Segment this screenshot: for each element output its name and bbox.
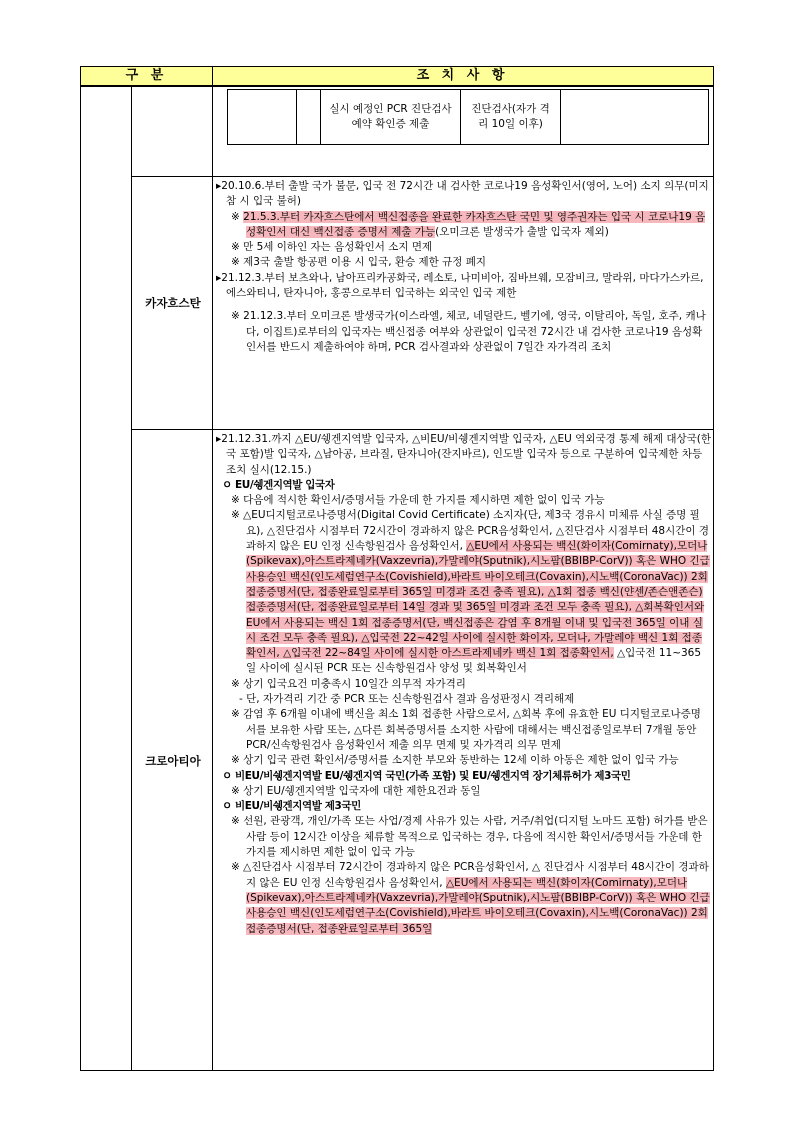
cro-highlight-2: △EU에서 사용되는 백신(화이자(Comirnaty),모더나(Spikevax),아스트라제네카(Vaxzevria),가말레야(Sputnik),시노팜(BBIBP-CorV)) 혹은 WHO 긴급 사용승인 백신(인도세럼연구소(Covishield),바라트 바이오테크(Covaxin),시노백(CoronaVac)) 2회 접종증명서(단, 접종완료일로부터 365일 <box>246 876 710 935</box>
kaz-para-3: ※ 만 5세 이하인 자는 음성확인서 소지 면제 <box>231 241 433 254</box>
kazakhstan-measures <box>216 179 711 355</box>
cro-para-5: - 단, 자가격리 기간 중 PCR 또는 신속항원검사 결과 음성판정시 격리해제 <box>239 693 575 706</box>
kaz-para-4: ※ 제3국 출발 항공편 이용 시 입국, 환승 제한 규정 폐지 <box>231 256 487 269</box>
inner-cell-empty-3 <box>561 90 708 144</box>
cro-para-10: ※ △진단검사 시점부터 72시간이 경과하지 않은 PCR음성확인서, △ 진단검사 시점부터 48시간이 경과하지 않은 EU 인정 신속항원검사 음성확인서, △EU에서 사용되는 백신(화이자(Comirnaty),모더나(Spikevax),아스트라제네카(Vaxzevria),가말레야(Sputnik),시노팜(BBIBP-CorV)) 혹은 WHO 긴급 사용승인 백신(인도세럼연구소(Covishield),바라트 바이오테크(Covaxin),시노백(CoronaVac)) 2회 접종증명서(단, 접종완료일로부터 365일 <box>231 861 710 935</box>
inner-cell-booking: 실시 예정인 PCR 진단검사 예약 확인증 제출 <box>321 90 461 144</box>
kaz-highlight: 21.5.3.부터 카자흐스탄에서 백신접종을 완료한 카자흐스탄 국민 및 영주권자는 입국 시 코로나19 음성확인서 대신 백신접종 증명서 제출 가능 <box>243 210 706 238</box>
country-kazakhstan: 카자흐스탄 <box>145 296 201 310</box>
inner-cell-empty-2 <box>297 90 321 144</box>
croatia-measures <box>216 432 711 937</box>
cro-para-8: ※ 상기 EU/쉥겐지역발 입국자에 대한 제한요건과 동일 <box>231 784 481 797</box>
cro-section-eu: ㅇ EU/쉥겐지역발 입국자 <box>222 478 335 491</box>
cro-para-4: ※ 상기 입국요건 미충족시 10일간 의무적 자가격리 <box>231 677 466 690</box>
column-divider-main <box>212 67 213 1070</box>
cro-section-noneu-citizens: ㅇ 비EU/비쉥겐지역발 EU/쉥겐지역 국민(가족 포함) 및 EU/쉥겐지역 장기체류허가 제3국민 <box>222 769 631 782</box>
cro-para-6: ※ 감염 후 6개월 이내에 백신을 최소 1회 접종한 사람으로서, △회복 후에 유효한 EU 디지털코로나증명서를 보유한 사람 또는, △다른 회복증명서를 소지한 사람에 대해서는 백신접종일로부터 7개월 동안 PCR/신속항원검사 음성확인서 제출 의무 면제 및 자가격리 의무 면제 <box>231 708 701 751</box>
inner-cell-test: 진단검사(자가 격리 10일 이후) <box>461 90 561 144</box>
inner-cell-empty-1 <box>228 90 297 144</box>
cro-para-1: ▸21.12.31.까지 △EU/쉥겐지역발 입국자, △비EU/비쉥겐지역발 입국자, △EU 역외국경 통제 해제 대상국(한국 포함)발 입국자, △남아공, 브라질, 탄자니아(잔지바르), 인도발 입국자 등으로 구분하여 입국제한 차등 조치 실시(12.15.) <box>216 433 712 476</box>
continued-row <box>216 87 711 177</box>
row-divider-1 <box>131 176 713 177</box>
country-croatia: 크로아티아 <box>145 754 201 768</box>
document-table <box>80 66 714 1071</box>
header-measures: 조 치 사 항 <box>212 67 713 87</box>
cro-para-7: ※ 상기 입국 관련 확인서/증명서를 소지한 부모와 동반하는 12세 이하 아동은 제한 없이 입국 가능 <box>231 754 679 767</box>
kaz-para-6: ※ 21.12.3.부터 오미크론 발생국가(이스라엘, 체코, 네덜란드, 벨기에, 영국, 이탈리아, 독일, 호주, 캐나다, 이집트)로부터의 입국자는 백신접종 여부와 상관없이 입국전 72시간 내 검사한 코로나19 음성확인서를 반드시 제출하여야 하며, PCR 검사결과와 상관없이 7일간 자가격리 조치 <box>231 310 706 353</box>
kaz-para-5: ▸21.12.3.부터 보츠와나, 남아프리카공화국, 레소토, 나미비아, 짐바브웨, 모잠비크, 말라위, 마다가스카르, 에스와티니, 탄자니아, 홍콩으로부터 입국하는 외국인 입국 제한 <box>216 271 704 300</box>
kaz-para-2: ※ 21.5.3.부터 카자흐스탄에서 백신접종을 완료한 카자흐스탄 국민 및 영주권자는 입국 시 코로나19 음성확인서 대신 백신접종 증명서 제출 가능(오미크론 발생국가 출발 입국자 제외) <box>231 210 706 238</box>
cro-para-9: ※ 선원, 관광객, 개인/가족 또는 사업/경제 사유가 있는 사람, 거주/취업(디지털 노마드 포함) 허가를 받은 사람 등이 12시간 이상을 체류할 목적으로 입국하는 경우, 다음에 적시한 확인서/증명서들 가운데 한 가지를 제시하면 제한 없이 입국 가능 <box>231 815 708 859</box>
header-category: 구 분 <box>81 67 212 87</box>
column-divider-sub <box>131 87 132 1070</box>
cro-para-3: ※ △EU디지털코로나증명서(Digital Covid Certificate) 소지자(단, 제3국 경유시 미체류 사실 증명 필요), △진단검사 시점부터 72시간이 경과하지 않은 PCR음성확인서, △진단검사 시점부터 48시간이 경과하지 않은 EU 인정 신속항원검사 음성확인서, △EU에서 사용되는 백신(화이자(Comirnaty),모더나(Spikevax),아스트라제네카(Vaxzevria),가말레야(Sputnik),시노팜(BBIBP-CorV)) 혹은 WHO 긴급 사용승인 백신(인도세럼연구소(Covishield),바라트 바이오테크(Covaxin),시노백(CoronaVac)) 2회 접종증명서(단, 접종완료일로부터 365일 미경과 조건 충족 필요), △1회 접종 백신(얀센/존슨앤존슨) 접종증명서(단, 접종완료일로부터 14일 경과 및 365일 미경과 조건 모두 충족 필요), △회복확인서와 EU에서 사용되는 백신 1회 접종증명서(단, 백신접종은 감염 후 8개월 이내 및 입국전 365일 이내 실시 조건 모두 충족 필요), △입국전 22~42일 사이에 실시한 화이자, 모더나, 가말레야 백신 1회 접종확인서, △입국전 22~84일 사이에 실시한 아스트라제네카 백신 1회 접종확인서, △입국전 11~365일 사이에 실시된 PCR 또는 신속항원검사 양성 및 회복확인서 <box>231 509 710 675</box>
cro-section-third-country: ㅇ 비EU/비쉥겐지역발 제3국민 <box>222 800 361 813</box>
kaz-para-1: ▸20.10.6.부터 출발 국가 불문, 입국 전 72시간 내 검사한 코로나19 음성확인서(영어, 노어) 소지 의무(미지참 시 입국 불허) <box>216 180 709 208</box>
cro-para-2: ※ 다음에 적시한 확인서/증명서들 가운데 한 가지를 제시하면 제한 없이 입국 가능 <box>231 494 605 507</box>
row-divider-2 <box>131 429 713 430</box>
inner-table <box>227 89 709 145</box>
cro-highlight-1: △EU에서 사용되는 백신(화이자(Comirnaty),모더나(Spikevax),아스트라제네카(Vaxzevria),가말레야(Sputnik),시노팜(BBIBP-CorV)) 혹은 WHO 긴급 사용승인 백신(인도세럼연구소(Covishield),바라트 바이오테크(Covaxin),시노백(CoronaVac)) 2회 접종증명서(단, 접종완료일로부터 365일 미경과 조건 충족 필요), △1회 접종 백신(얀센/존슨앤존슨) 접종증명서(단, 접종완료일로부터 14일 경과 및 365일 미경과 조건 모두 충족 필요), △회복확인서와 EU에서 사용되는 백신 1회 접종증명서(단, 백신접종은 감염 후 8개월 이내 및 입국전 365일 이내 실시 조건 모두 충족 필요), △입국전 22~42일 사이에 실시한 화이자, 모더나, 가말레야 백신 1회 접종확인서, △입국전 22~84일 사이에 실시한 아스트라제네카 백신 1회 접종확인서, <box>246 540 710 660</box>
